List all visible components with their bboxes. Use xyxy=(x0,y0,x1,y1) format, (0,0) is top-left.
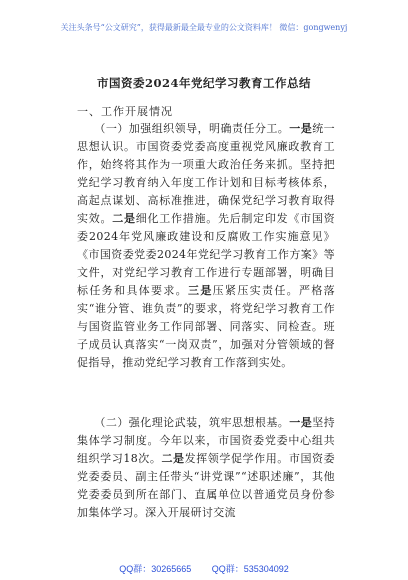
document-title: 市国资委2024年党纪学习教育工作总结 xyxy=(96,76,311,90)
header-note: 关注头条号“公文研究”，获得最新最全最专业的公文资料库！ 微信：gongwenyj xyxy=(60,23,348,32)
body-text: 统一思想认识。市国资委党委高度重视党风廉政教育工作，始终将其作为一项重大政治任务来抓。坚持把党纪学习教育纳入年度工作计划和目标考核体系，高起点谋划、高标准推进，确保党纪学习教育取得实效。 xyxy=(77,122,335,225)
body-text: 压紧压实责任。严格落实“谁分管、谁负责”的要求，将党纪学习教育工作与国资监管业务工作同部署、同落实、同检查。班子成员认真落实“一岗双责”，加强对分管领域的督促指导，推动党纪学习教育工作落到实处。 xyxy=(77,284,336,369)
footer xyxy=(0,562,408,575)
emphasis-text: 三是 xyxy=(188,284,213,297)
body-text: （一）加强组织领导，明确责任分工。 xyxy=(99,122,290,135)
body-text: 发挥领学促学作用。市国资委党委委员、副主任带头“讲党课”“述职述廉”，其他党委委员到所在部门、直属单位以普通党员身份参加集体学习。深入开展研讨交流 xyxy=(77,452,335,519)
emphasis-text: 一是 xyxy=(289,416,313,429)
section-heading: 一、工作开展情况 xyxy=(77,105,173,118)
body-text: 细化工作措施。先后制定印发《市国资委2024年党风廉政建设和反腐败工作实施意见》《市国资委党委2024年党纪学习教育工作方案》等文件，对党纪学习教育工作进行专题部署，明确目标任务和具体要求。 xyxy=(77,212,335,297)
paragraph-1 xyxy=(77,120,335,372)
body-text: （二）强化理论武装，筑牢思想根基。 xyxy=(99,416,290,429)
emphasis-text: 一是 xyxy=(289,122,313,135)
emphasis-text: 二是 xyxy=(161,452,185,465)
emphasis-text: 二是 xyxy=(112,212,136,225)
footer-qq-group-2: QQ群：535304092 xyxy=(211,564,289,574)
paragraph-2 xyxy=(77,414,335,522)
body-text: 坚持集体学习制度。今年以来，市国资委党委中心组共组织学习18次。 xyxy=(77,416,335,465)
footer-qq-group-1: QQ群：30265665 xyxy=(119,564,192,574)
